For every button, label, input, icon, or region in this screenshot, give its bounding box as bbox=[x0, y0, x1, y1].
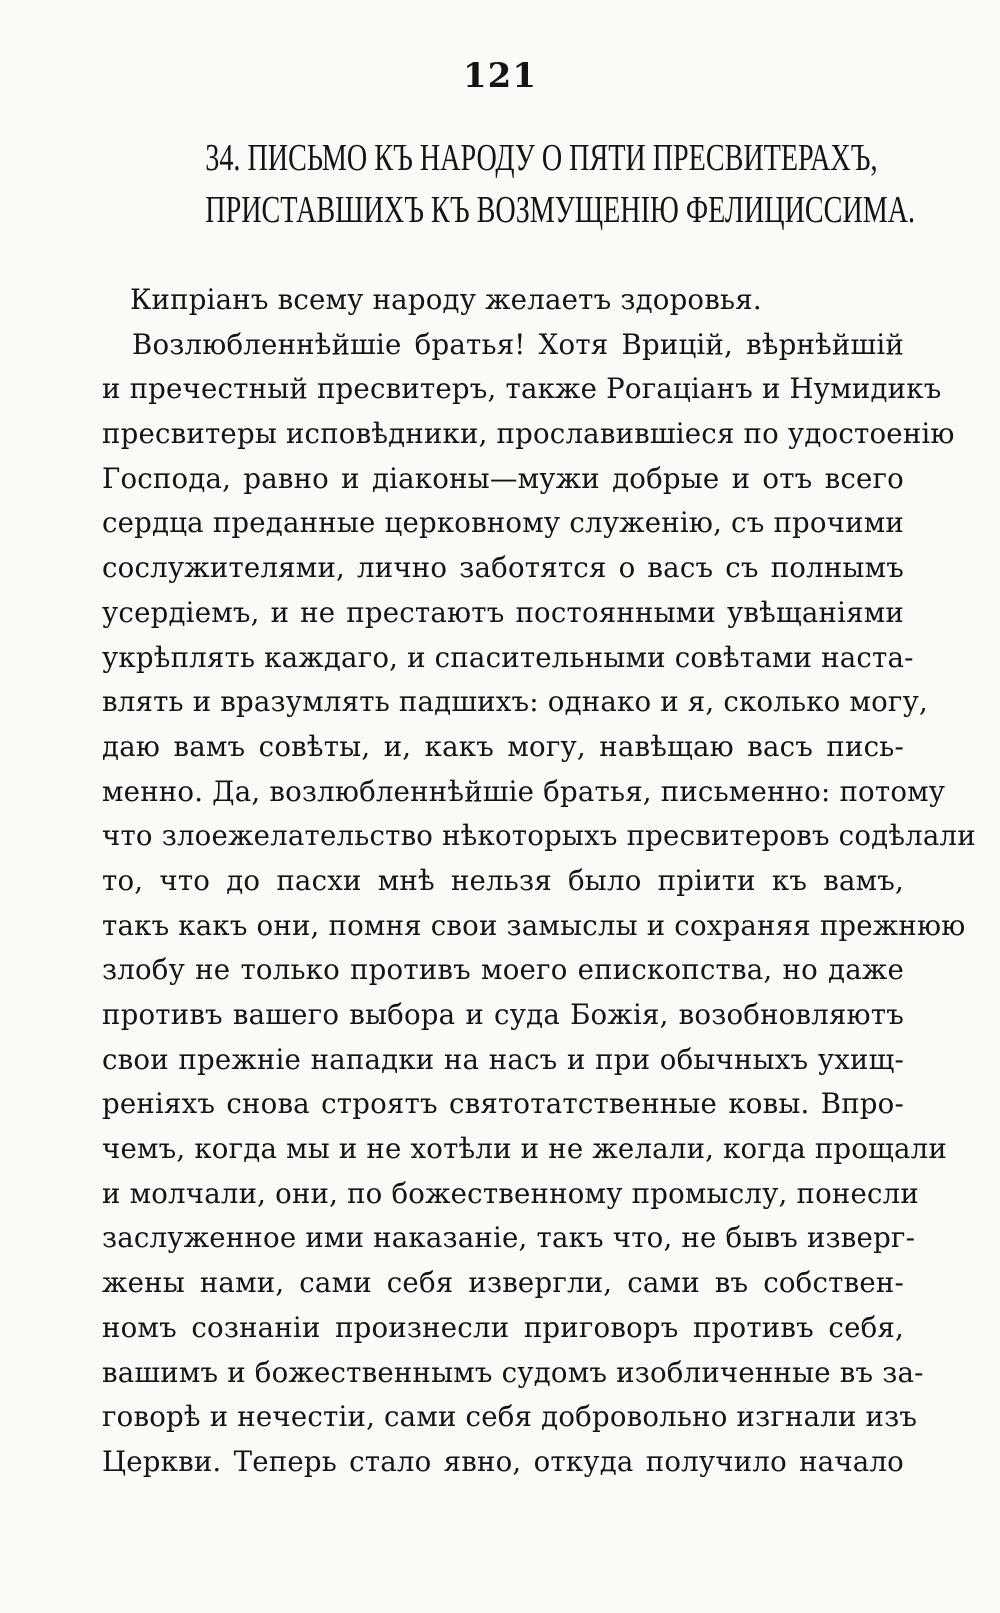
body-line: противъ вашего выбора и суда Божія, возобновляютъ bbox=[102, 998, 904, 1031]
body-line: злобу не только противъ моего епископства, но даже bbox=[102, 953, 904, 987]
body-line: даю вамъ совѣты, и, какъ могу, навѣщаю васъ пись- bbox=[102, 729, 904, 763]
salutation-line: Кипріанъ всему народу желаетъ здоровья. bbox=[130, 283, 762, 316]
body-line: что злоежелательство нѣкоторыхъ пресвитеровъ содѣлали bbox=[102, 819, 976, 853]
body-line: то, что до пасхи мнѣ нельзя было пріити къ вамъ, bbox=[102, 863, 904, 897]
page-number: 121 bbox=[463, 56, 537, 96]
body-line: реніяхъ снова строятъ святотатственные ковы. Впро- bbox=[102, 1087, 904, 1121]
body-line: вашимъ и божественнымъ судомъ изобличенные въ за- bbox=[102, 1355, 924, 1389]
body-line: номъ сознаніи произнесли приговоръ противъ себя, bbox=[102, 1310, 904, 1344]
body-line: такъ какъ они, помня свои замыслы и сохраняя прежнюю bbox=[102, 908, 966, 942]
body-line: жены нами, сами себя извергли, сами въ собствен- bbox=[102, 1266, 904, 1300]
body-line: сердца преданные церковному служенію, съ прочими bbox=[102, 506, 904, 540]
body-line: пресвитеры исповѣдники, прославившіеся по удостоенію bbox=[102, 417, 955, 451]
body-line: и молчали, они, по божественному промыслу, понесли bbox=[102, 1176, 919, 1210]
letter-body bbox=[102, 278, 976, 1485]
body-line: заслуженное ими наказаніе, такъ что, не бывъ изверг- bbox=[102, 1221, 916, 1255]
body-line: менно. Да, возлюбленнѣйшіе братья, письменно: потому bbox=[102, 774, 946, 808]
letter-title bbox=[205, 132, 916, 236]
body-line: Господа, равно и діаконы—мужи добрые и отъ всего bbox=[102, 461, 904, 495]
body-line: говорѣ и нечестіи, сами себя добровольно изгнали изъ bbox=[102, 1400, 918, 1434]
body-line: сослужителями, лично заботятся о васъ съ полнымъ bbox=[102, 551, 904, 585]
body-line: чемъ, когда мы и не хотѣли и не желали, когда прощали bbox=[102, 1132, 947, 1166]
body-line: усердіемъ, и не престаютъ постоянными увѣщаніями bbox=[102, 595, 904, 629]
body-line: Церкви. Теперь стало явно, откуда получило начало bbox=[102, 1444, 904, 1478]
title-line: ПРИСТАВШИХЪ КЪ ВОЗМУЩЕНІЮ ФЕЛИЦИССИМА. bbox=[205, 189, 916, 231]
body-line: влять и вразумлять падшихъ: однако и я, сколько могу, bbox=[102, 685, 928, 719]
body-line: Возлюбленнѣйшіе братья! Хотя Врицій, вѣрнѣйшій bbox=[132, 327, 904, 361]
title-line: 34. ПИСЬМО КЪ НАРОДУ О ПЯТИ ПРЕСВИТЕРАХЪ, bbox=[205, 137, 878, 179]
body-line: укрѣплять каждаго, и спасительными совѣтами наста- bbox=[102, 640, 914, 674]
body-line: свои прежніе нападки на насъ и при обычныхъ ухищ- bbox=[102, 1042, 904, 1076]
body-line: и пречестный пресвитеръ, также Рогаціанъ и Нумидикъ bbox=[102, 372, 942, 406]
